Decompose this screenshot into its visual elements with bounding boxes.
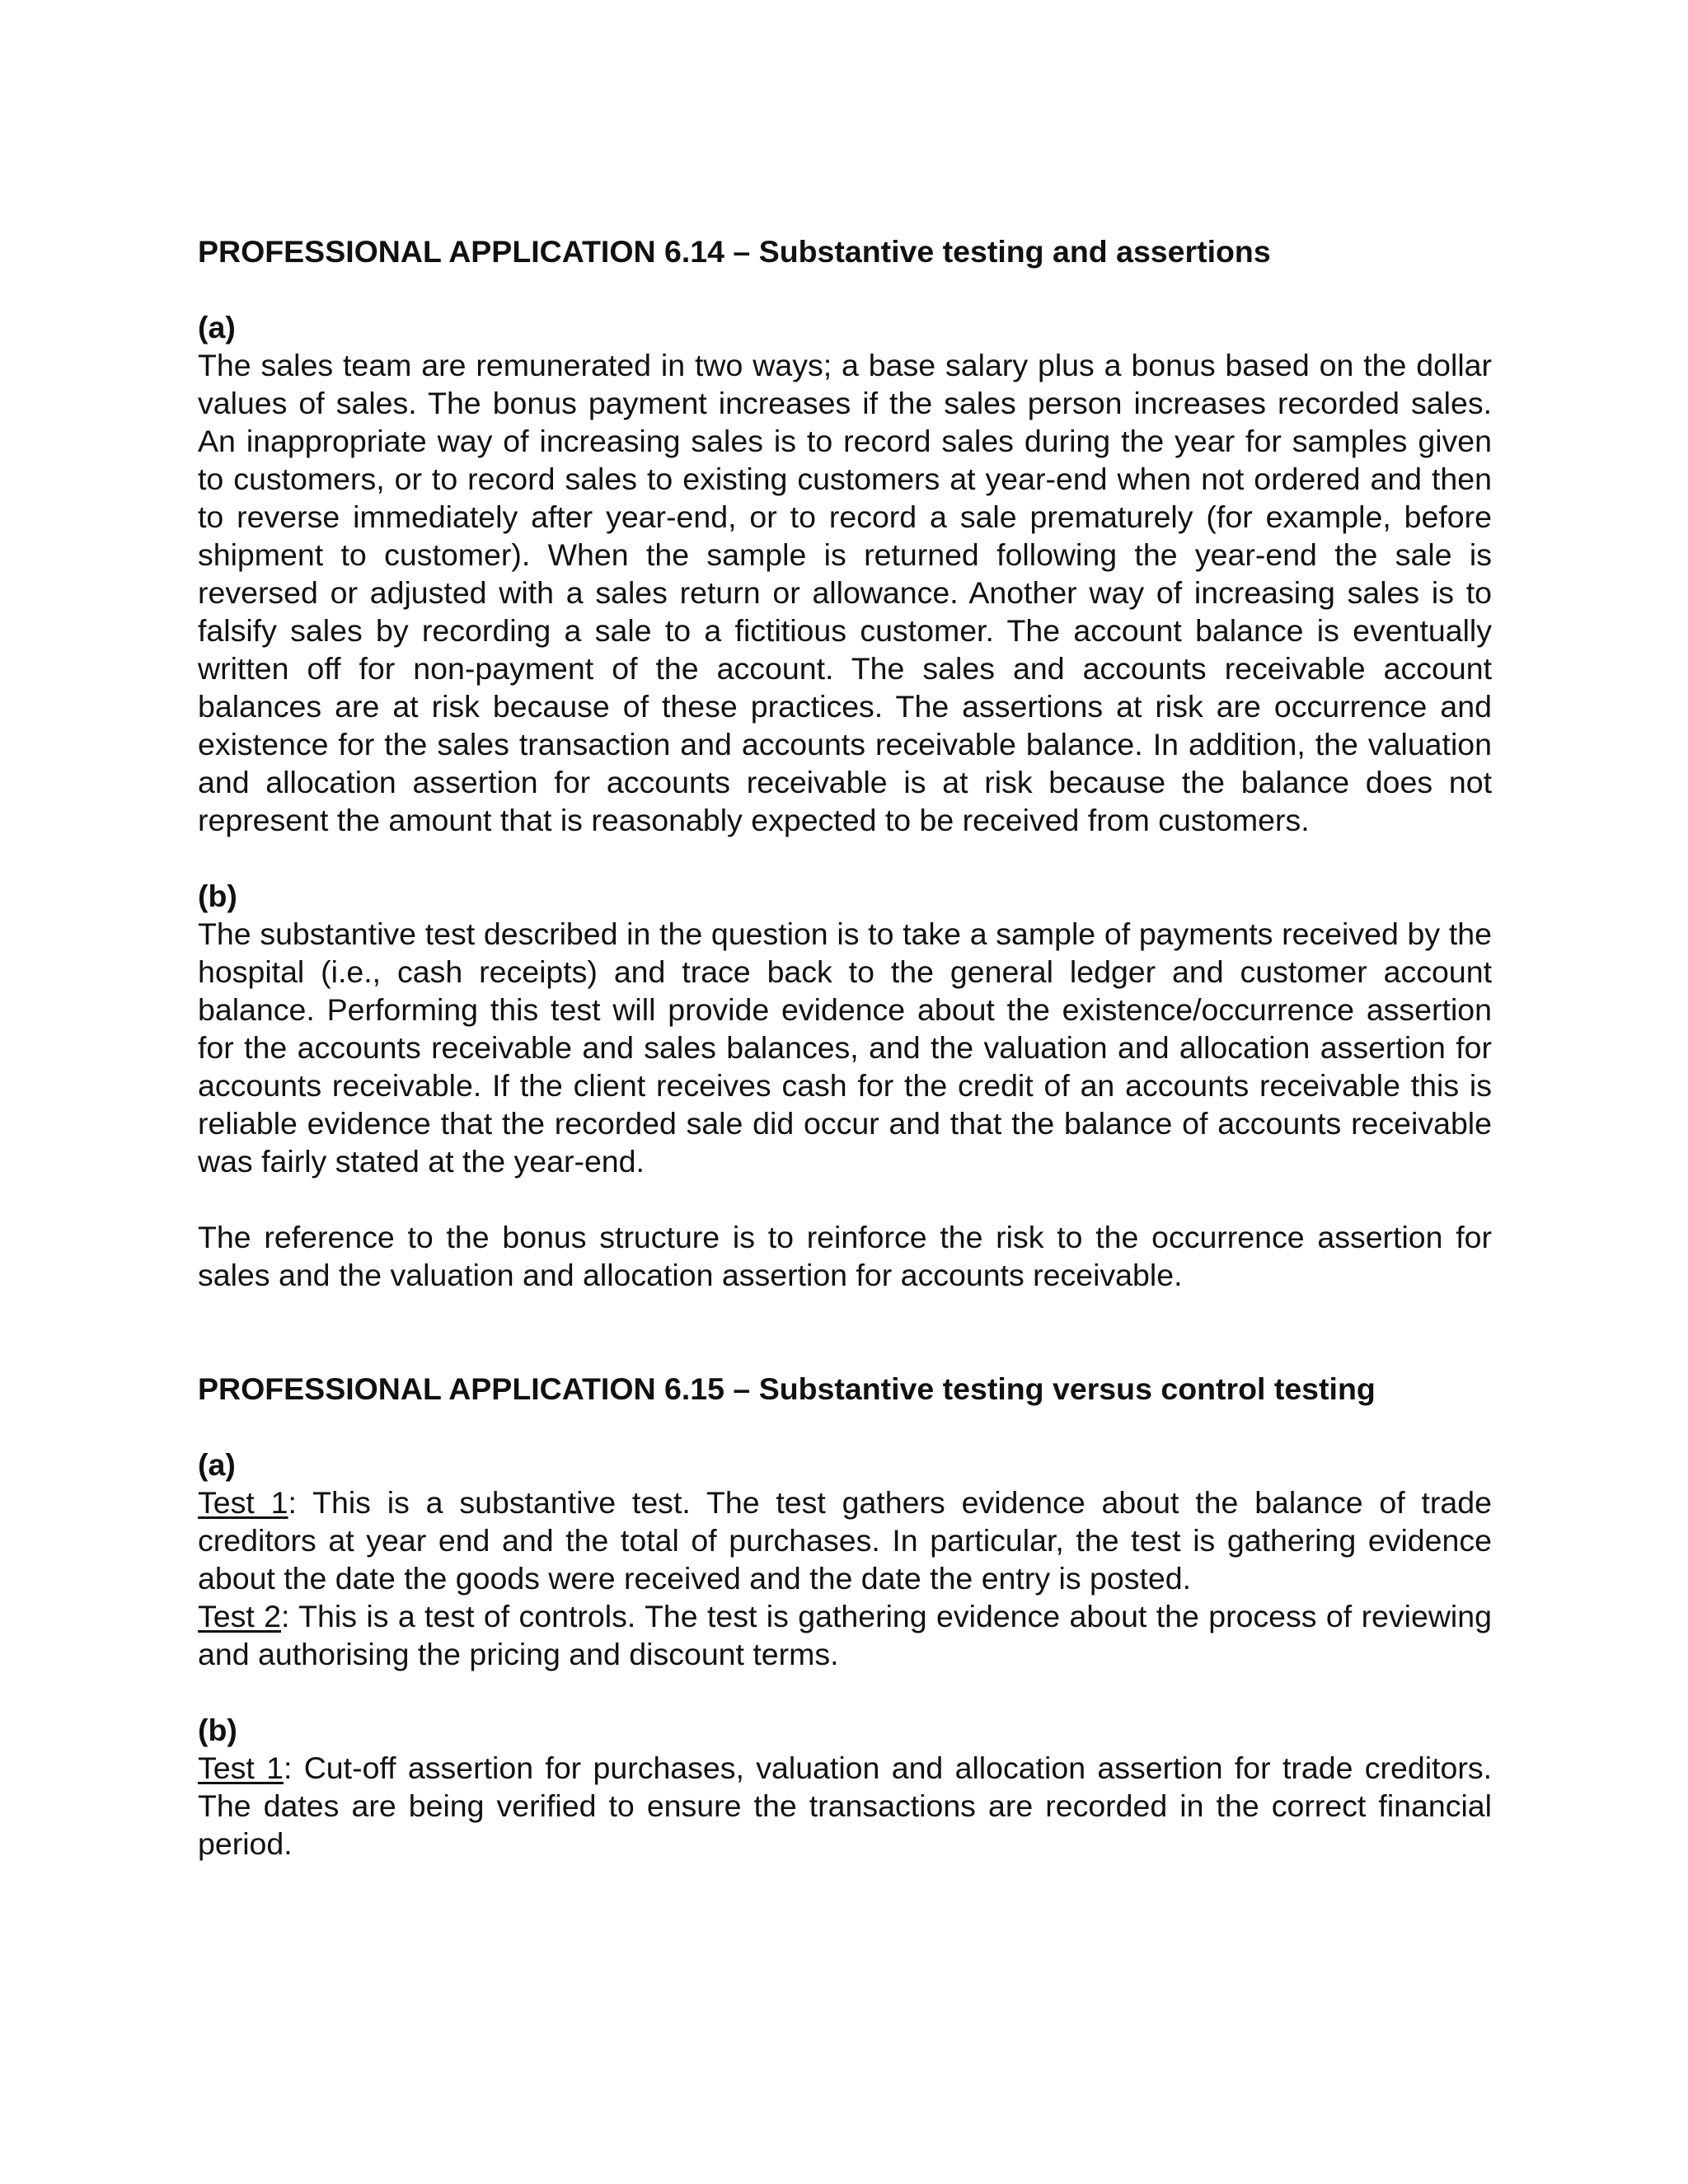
- section-614-part-a-label: (a): [198, 310, 236, 344]
- test-1-text: : Cut-off assertion for purchases, valuation and allocation assertion for trade creditors. The dates are being verified to ensure the transactions are recorded in the correct financial period.: [198, 1750, 1492, 1861]
- section-614-part-a-text: The sales team are remunerated in two ways; a base salary plus a bonus based on the dollar values of sales. The bonus payment increases if the sales person increases recorded sales. An inappropriate way of increasing sales is to record sales during the year for samples given to customers, or to record sales to existing customers at year-end when not ordered and then to reverse immediately after year-end, or to record a sale prematurely (for example, before shipment to customer). When the sample is returned following the year-end the sale is reversed or adjusted with a sales return or allowance. Another way of increasing sales is to falsify sales by recording a sale to a fictitious customer. The account balance is eventually written off for non-payment of the account. The sales and accounts receivable account balances are at risk because of these practices. The assertions at risk are occurrence and existence for the sales transaction and accounts receivable balance. In addition, the valuation and allocation assertion for accounts receivable is at risk because the balance does not represent the amount that is reasonably expected to be received from customers.: [198, 348, 1492, 837]
- spacer: [198, 1408, 1492, 1446]
- section-614-part-b-text-2: The reference to the bonus structure is to reinforce the risk to the occurrence assertion for sales and the valuation and allocation assertion for accounts receivable.: [198, 1220, 1492, 1292]
- section-615-heading: PROFESSIONAL APPLICATION 6.15 – Substantive testing versus control testing: [198, 1371, 1376, 1406]
- test-1-label: Test 1: [198, 1750, 284, 1785]
- test-2-text: : This is a test of controls. The test is gathering evidence about the process of reviewing and authorising the pricing and discount terms.: [198, 1599, 1492, 1671]
- test-1-label: Test 1: [198, 1485, 288, 1520]
- spacer: [198, 1180, 1492, 1218]
- section-615-part-b-label: (b): [198, 1713, 237, 1747]
- section-614-part-b-label: (b): [198, 879, 237, 913]
- section-615-part-a-test-1: [198, 1483, 1492, 1597]
- spacer: [198, 1294, 1492, 1370]
- document-page: [198, 232, 1492, 1863]
- spacer: [198, 839, 1492, 877]
- spacer: [198, 270, 1492, 308]
- section-615-part-a-label: (a): [198, 1447, 236, 1482]
- section-615-part-b-test-1: [198, 1749, 1492, 1863]
- section-614-heading: PROFESSIONAL APPLICATION 6.14 – Substantive testing and assertions: [198, 234, 1271, 269]
- test-2-label: Test 2: [198, 1599, 282, 1633]
- test-1-text: : This is a substantive test. The test gathers evidence about the balance of trade creditors at year end and the total of purchases. In particular, the test is gathering evidence about the date the goods were received and the date the entry is posted.: [198, 1485, 1492, 1596]
- spacer: [198, 1673, 1492, 1711]
- section-614-part-b-text: The substantive test described in the question is to take a sample of payments received by the hospital (i.e., cash receipts) and trace back to the general ledger and customer account balance. Performing this test will provide evidence about the existence/occurrence assertion for the accounts receivable and sales balances, and the valuation and allocation assertion for accounts receivable. If the client receives cash for the credit of an accounts receivable this is reliable evidence that the recorded sale did occur and that the balance of accounts receivable was fairly stated at the year-end.: [198, 916, 1492, 1179]
- section-615-part-a-test-2: [198, 1597, 1492, 1673]
